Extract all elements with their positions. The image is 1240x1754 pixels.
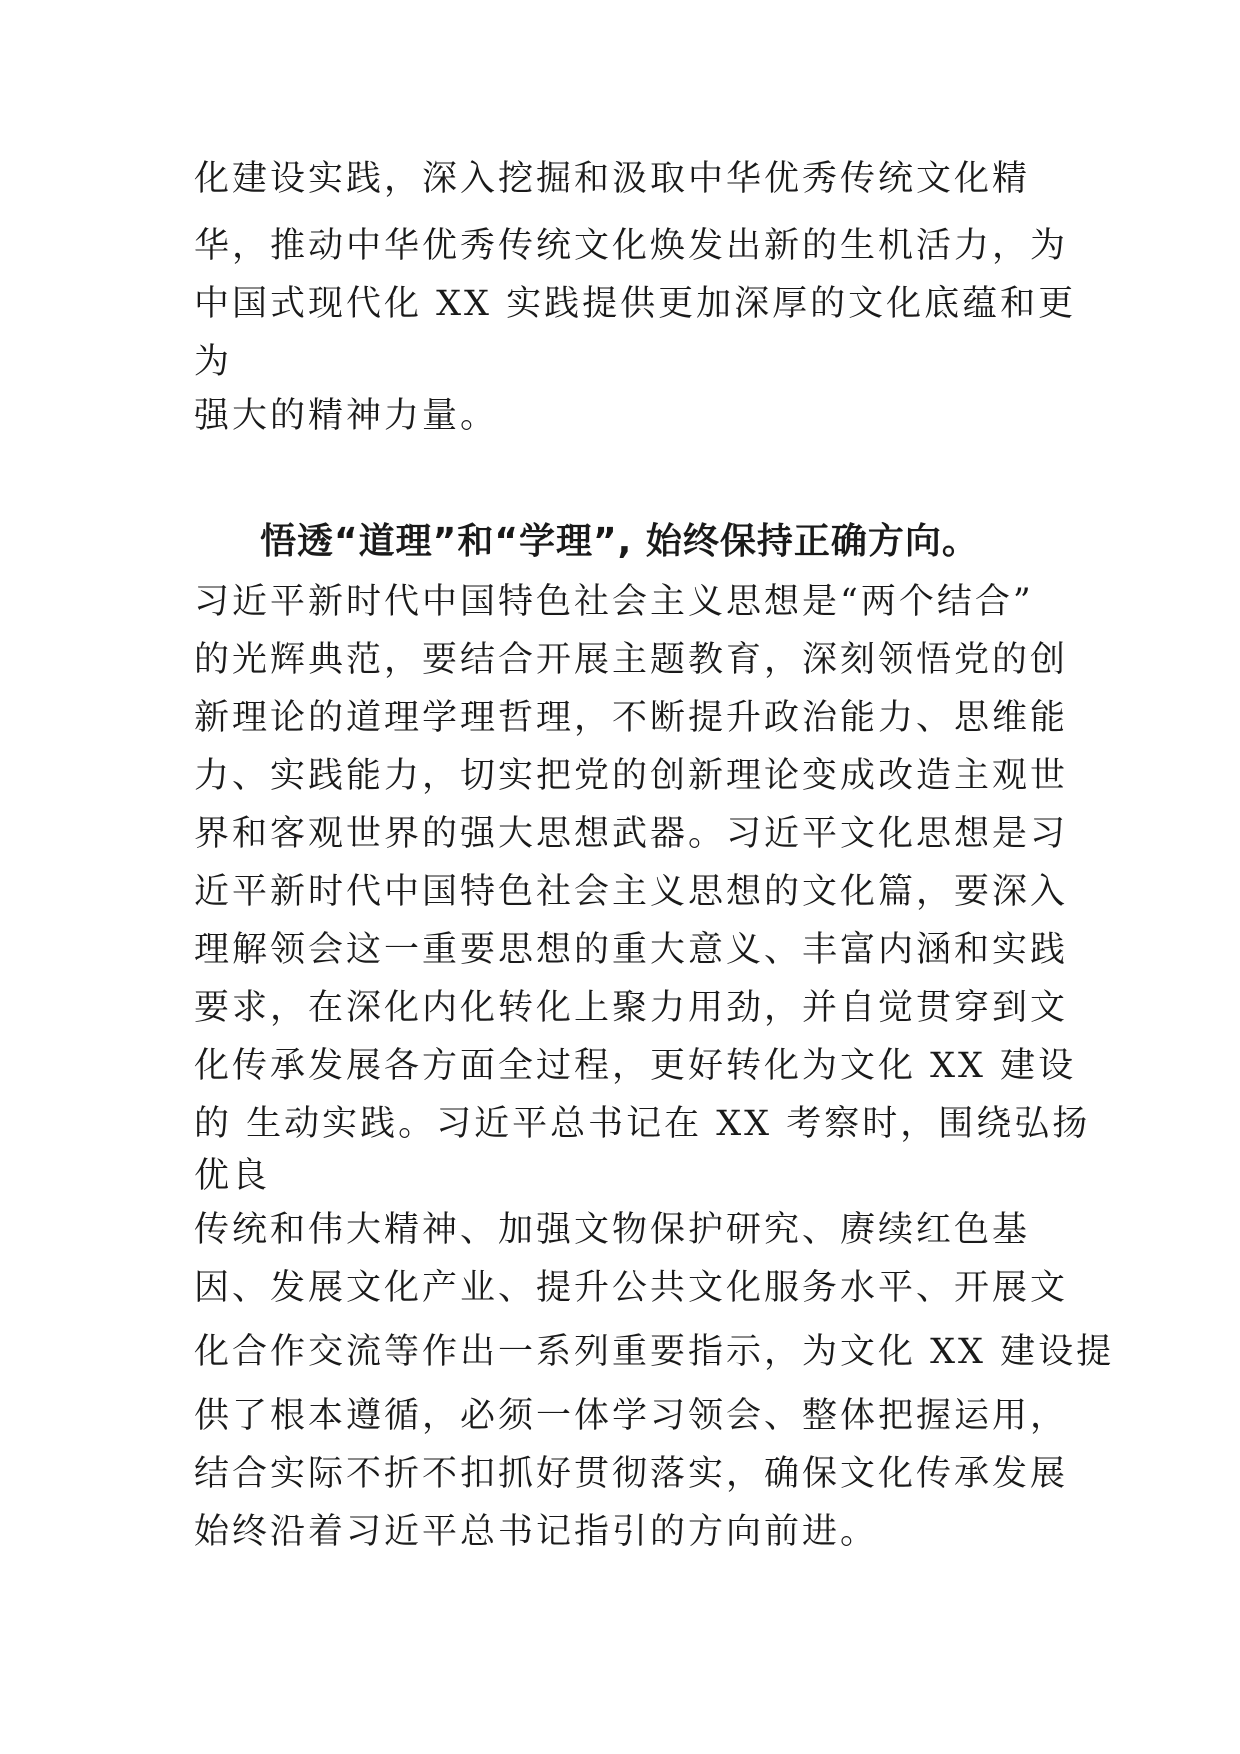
paragraph-line: 因、发展文化产业、提升公共文化服务水平、开展文 [194, 1268, 1069, 1308]
paragraph-line: 强大的精神力量。 [194, 396, 499, 436]
paragraph-line: 优良 [194, 1156, 271, 1196]
paragraph-line: 力、实践能力，切实把党的创新理论变成改造主观世 [194, 756, 1069, 796]
paragraph-line: 习近平新时代中国特色社会主义思想是“两个结合” [194, 582, 1034, 622]
paragraph-line: 的 生动实践。习近平总书记在 XX 考察时，围绕弘扬 [194, 1104, 1091, 1144]
paragraph-line: 中国式现代化 XX 实践提供更加深厚的文化底蕴和更 [194, 284, 1077, 324]
paragraph-line: 界和客观世界的强大思想武器。习近平文化思想是习 [194, 814, 1069, 854]
paragraph-line: 始终沿着习近平总书记指引的方向前进。 [194, 1512, 879, 1552]
paragraph-line: 理解领会这一重要思想的重大意义、丰富内涵和实践 [194, 930, 1069, 970]
paragraph-line: 供了根本遵循，必须一体学习领会、整体把握运用， [194, 1396, 1069, 1436]
paragraph-line: 要求，在深化内化转化上聚力用劲，并自觉贯穿到文 [194, 988, 1069, 1028]
paragraph-line: 结合实际不折不扣抓好贯彻落实，确保文化传承发展 [194, 1454, 1069, 1494]
paragraph-line: 化建设实践，深入挖掘和汲取中华优秀传统文化精 [194, 159, 1031, 199]
paragraph-line: 华，推动中华优秀传统文化焕发出新的生机活力，为 [194, 226, 1069, 266]
paragraph-line: 传统和伟大精神、加强文物保护研究、赓续红色基 [194, 1210, 1031, 1250]
paragraph-line: 的光辉典范，要结合开展主题教育，深刻领悟党的创 [194, 640, 1069, 680]
section-heading: 悟透“道理”和“学理”, 始终保持正确方向。 [260, 521, 979, 562]
paragraph-line: 新理论的道理学理哲理，不断提升政治能力、思维能 [194, 698, 1069, 738]
paragraph-line: 为 [194, 342, 233, 382]
paragraph-line: 化传承发展各方面全过程，更好转化为文化 XX 建设 [194, 1046, 1077, 1086]
paragraph-line: 化合作交流等作出一系列重要指示，为文化 XX 建设提 [194, 1332, 1115, 1372]
paragraph-line: 近平新时代中国特色社会主义思想的文化篇，要深入 [194, 872, 1069, 912]
